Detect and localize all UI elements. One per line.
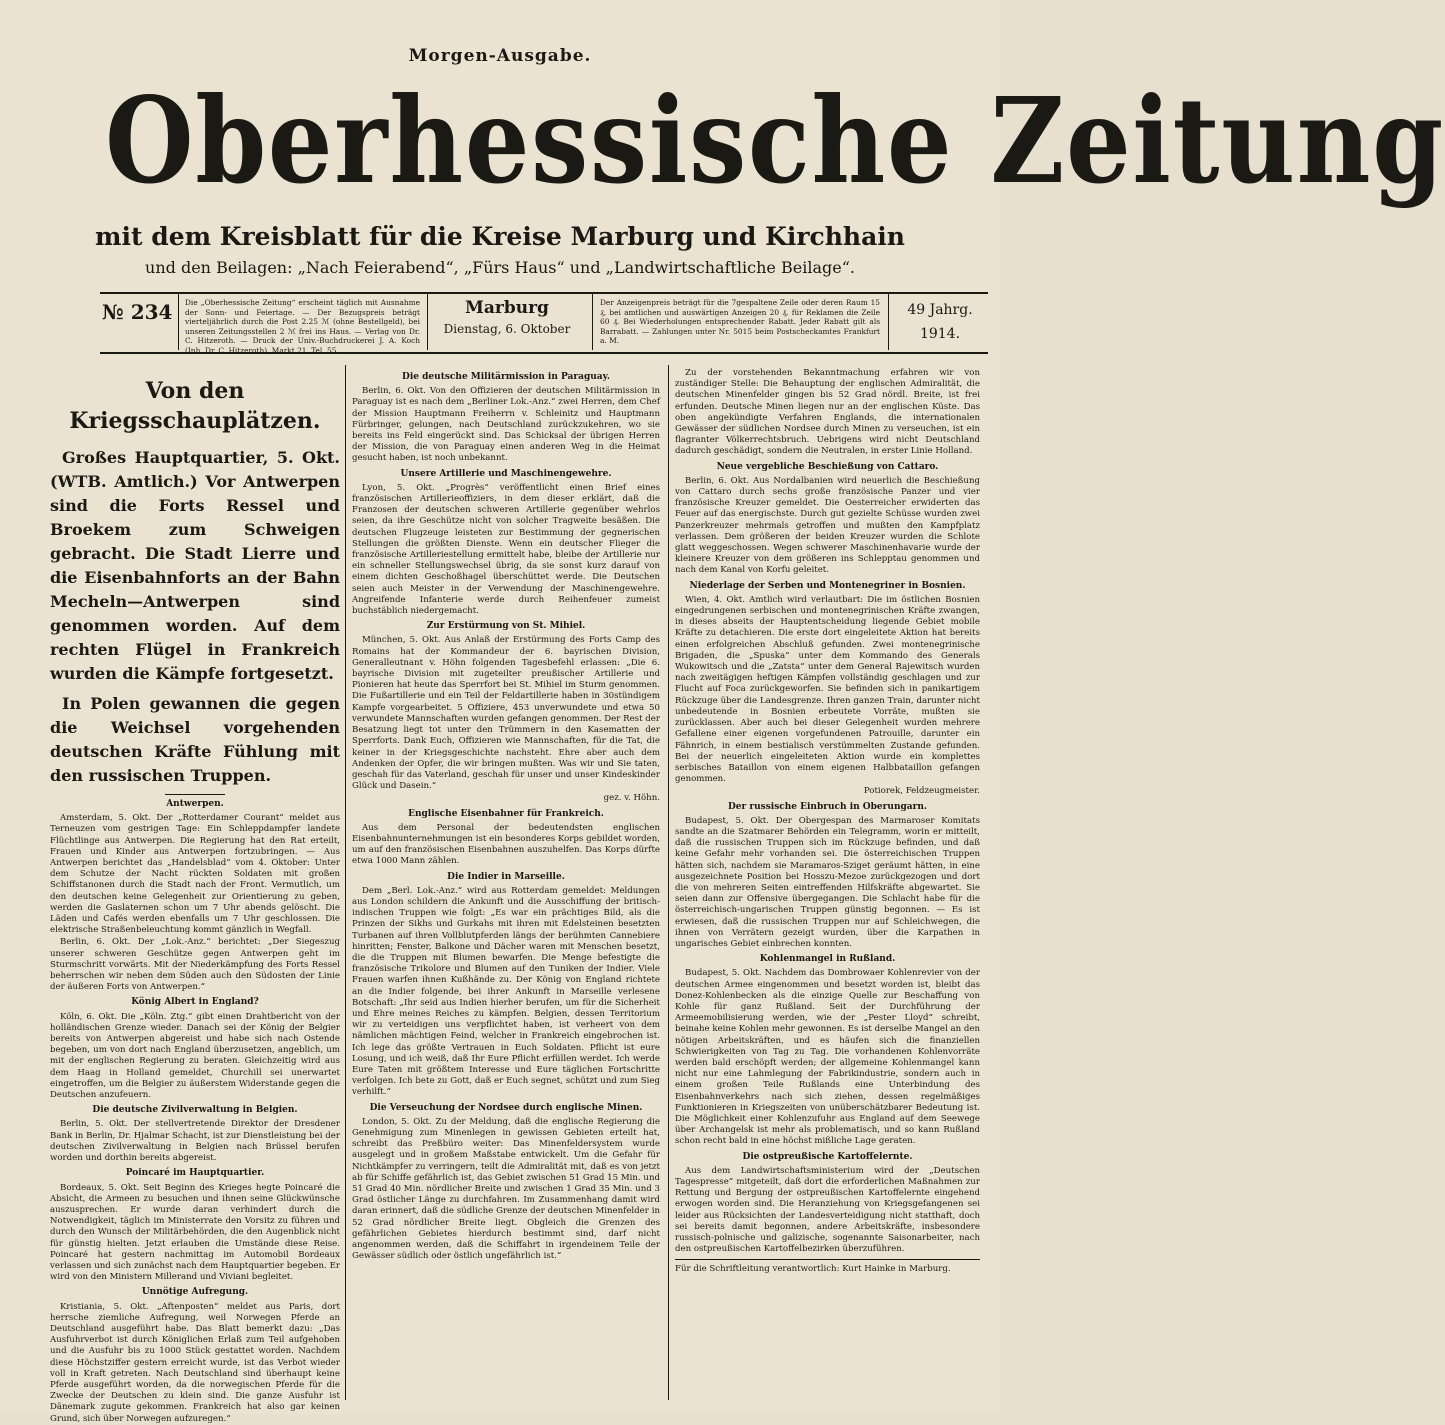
article-heading: Die deutsche Zivilverwaltung in Belgien. <box>92 1105 298 1116</box>
article-paragraph: Berlin, 6. Okt. Aus Nordalbanien wird neuerlich die Beschießung von Cattaro durch sechs große französische Panzer und vier französische Kreuzer gemeldet. Die Oesterreicher erwiderten das Feuer auf das energischste. Durch gut gezielte Schüsse wurden zwei Panzerkreuzer mehrmals getroffen und mußten den Kampfplatz verlassen. Dem größeren der beiden Kreuzer wurden die Schlote glatt weggeschossen. Wegen schwerer Maschinenhavarie wurde der kleinere Kreuzer von dem größeren ins Schlepptau genommen und nach dem Kanal von Korfu geleitet. <box>675 475 980 576</box>
article-paragraph: Wien, 4. Okt. Amtlich wird verlautbart: Die im östlichen Bosnien eingedrungenen serbischen und montenegrinischen Kräfte zwangen, in dieses abseits der Hauptentscheidung liegende Gebiet mobile Kräfte zu detachieren. Die erste dort eingeleitete Aktion hat bereits einen erfolgreichen Abschluß gefunden. Zwei montenegrinische Brigaden, die „Spuska“ unter dem Kommando des Generals Wukowitsch und die „Zatsta“ unter dem General Rajewitsch wurden nach zweitägigen heftigen Kämpfen vollständig geschlagen und zur Flucht auf Foca zurückgeworfen. Sie befinden sich in panikartigem Rückzuge über die Landesgrenze. Ihren ganzen Train, darunter nicht unbedeutende in Bosnien erbeutete Vorräte, mußten sie zurücklassen. Aber auch bei dieser Gelegenheit wurden mehrere Gefallene einer eigenen vorgefundenen Patrouille, darunter ein Fähnrich, in einem bestialisch verstümmelten Zustande gefunden. Bei der neuerlich eingeleiteten Aktion wurde ein komplettes serbisches Bataillon von einem eigenen Halbbataillon gefangen genommen. <box>675 594 980 785</box>
signature: gez. v. Höhn. <box>603 793 660 804</box>
article-heading: Der russische Einbruch in Oberungarn. <box>727 801 928 812</box>
article-paragraph: Berlin, 5. Okt. Der stellvertretende Direktor der Dresdener Bank in Berlin, Dr. Hjalmar Schacht, ist zur Dienstleistung bei der deutschen Zivilverwaltung in Belgien nach Brüssel berufen worden und dorthin bereits abgereist. <box>50 1119 340 1164</box>
masthead-title: Oberhessische Zeitung <box>105 71 1445 210</box>
article-heading: Zur Erstürmung von St. Mihiel. <box>426 621 586 632</box>
article-paragraph: Zu der vorstehenden Bekanntmachung erfahren wir von zuständiger Stelle: Die Behauptung der englischen Admiralität, die deutschen Minenfelder gingen bis 52 Grad nördl. Breite, ist frei erfunden. Deutsche Minen liegen nur an der englischen Küste. Das oben angekündigte Verfahren Englands, die internationalen Gewässer der südlichen Nordsee durch Minen zu verseuchen, ist ein flagranter Völkerrechtsbruch. Uebrigens wird nicht Deutschland dadurch geschädigt, sondern die Neutralen, in erster Linie Holland. <box>675 368 980 457</box>
subscription-info: Die „Oberhessische Zeitung“ erscheint täglich mit Ausnahme der Sonn- und Feiertage. — Der Bezugspreis beträgt vierteljährlich durch die Post 2.25 ℳ (ohne Bestellgeld), bei unseren Zeitungsstellen 2 ℳ frei ins Haus. — Verlag von Dr. C. Hitzeroth. — Druck der Univ.-Buchdruckerei J. A. Koch (Inh. Dr. C. Hitzeroth), Markt 21, Tel. 55. <box>185 298 420 355</box>
subtitle-supplements: und den Beilagen: „Nach Feierabend“, „Fürs Haus“ und „Landwirtschaftliche Beilage“. <box>145 258 855 277</box>
article-heading: Die Verseuchung der Nordsee durch englische Minen. <box>369 1102 643 1113</box>
article-heading: König Albert in England? <box>131 997 259 1008</box>
article-heading: Poincaré im Hauptquartier. <box>125 1168 265 1179</box>
subtitle: mit dem Kreisblatt für die Kreise Marburg und Kirchhain <box>95 222 905 251</box>
article-paragraph: Budapest, 5. Okt. Der Obergespan des Marmaroser Komitats sandte an die Szatmarer Behörden ein Telegramm, worin er mitteilt, daß die russischen Truppen sich im Rückzuge befinden, und daß keine Gefahr mehr vorhanden sei. Die österreichischen Truppen hätten sich, nachdem sie Maramaros-Sziget geräumt hätten, in eine ausgezeichnete Position bei Hosszu-Mezoe zurückgezogen und dort die von mehreren Seiten eintreffenden Hilfskräfte abgewartet. Sie seien dann zur Offensive übergegangen. Die Schlacht habe für die österreichisch-ungarischen Truppen günstig begonnen. — Es ist erwiesen, daß die russischen Truppen nur auf Schleichwegen, die ihnen von Verrätern gezeigt wurden, über die Karpathen in ungarisches Gebiet einbrechen konnten. <box>675 815 980 949</box>
article-paragraph: Berlin, 6. Okt. Von den Offizieren der deutschen Militärmission in Paraguay ist es nach dem „Berliner Lok.-Anz.“ zwei Herren, dem Chef der Mission Hauptmann Freiherrn v. Schleinitz und Hauptmann Fürbringer, gelungen, nach Deutschland zurückzukehren, wo sie bereits ins Feld eingerückt sind. Das Schicksal der übrigen Herren der Mission, die von Paraguay einen anderen Weg in die Heimat gesucht haben, ist noch unbekannt. <box>352 386 660 464</box>
article-heading: Unnötige Aufregung. <box>141 1287 249 1298</box>
column-3 <box>675 368 980 1398</box>
article-paragraph: München, 5. Okt. Aus Anlaß der Erstürmung des Forts Camp des Romains hat der Kommandeur der 6. bayrischen Division, Generalleutnant v. Höhn folgenden Tagesbefehl erlassen: „Die 6. bayrische Division mit zugeteilter preußischer Artillerie und Pionieren hat heute das Sperrfort bei St. Mihiel im Sturm genommen. Die Fußartillerie und ein Teil der Feldartillerie haben in 30stündigem Kampfe vorgearbeitet. 5 Offiziere, 453 unverwundete und etwa 50 verwundete Mannschaften wurden gefangen genommen. Der Rest der Besatzung liegt tot unter den Trümmern in den Kasematten der Sperrforts. Dank Euch, Offizieren wie Mannschaften, für die Tat, die keiner in der Kriegsgeschichte nachsteht. Ehre aber auch dem Andenken der Opfer, die wir bringen mußten. Was wir und Sie taten, geschah für das Vaterland, geschah für unser und unser Kindeskinder Glück und Dasein.“ <box>352 635 660 792</box>
volume-year: 1914. <box>919 326 961 342</box>
article-heading: Die Indier in Marseille. <box>447 871 565 882</box>
article-paragraph: London, 5. Okt. Zu der Meldung, daß die englische Regierung die Genehmigung zum Minenlegen in gewissen Gebieten erteilt hat, schreibt das Preßbüro weiter: Das Minenfeldersystem wurde ausgelegt und in großem Maßstabe entwickelt. Um die Gefahr für Nichtkämpfer zu verringern, teilt die Admiralität mit, daß es von jetzt ab für Schiffe gefährlich ist, das Gebiet zwischen 51 Grad 15 Min. und 51 Grad 40 Min. nördlicher Breite und zwischen 1 Grad 35 Min. und 3 Grad östlicher Länge zu durchfahren. Im Zusammenhang damit wird daran erinnert, daß die südliche Grenze der deutschen Minenfelder in 52 Grad nördlicher Breite liegt. Obgleich die Grenzen des gefährlichen Gebietes hierdurch bestimmt sind, darf nicht angenommen werden, daß die Schiffahrt in irgendeinem Teile der Gewässer südlich oder östlich ungefährlich ist.“ <box>352 1116 660 1262</box>
article-paragraph: Berlin, 6. Okt. Der „Lok.-Anz.“ berichtet: „Der Siegeszug unserer schweren Geschütze gegen Antwerpen geht im Sturmschritt vorwärts. Mit der Niederkämpfung des Forts Ressel beherrschen wir neben dem Süden auch den Südosten der Linie der äußeren Forts von Antwerpen.“ <box>50 937 340 993</box>
lead-report <box>50 446 340 788</box>
lead-paragraph: Großes Hauptquartier, 5. Okt. (WTB. Amtlich.) Vor Antwerpen sind die Forts Ressel und Broekem zum Schweigen gebracht. Die Stadt Lierre und die Eisenbahnforts an der Bahn Mecheln—Antwerpen sind genommen worden. Auf dem rechten Flügel in Frankreich wurden die Kämpfe fortgesetzt. <box>50 448 340 683</box>
advertising-info: Der Anzeigenpreis beträgt für die 7gespaltene Zeile oder deren Raum 15 ₰, bei amtlichen und auswärtigen Anzeigen 20 ₰, für Reklamen die Zeile 60 ₰. Bei Wiederholungen entsprechender Rabatt. Jeder Rabatt gilt als Barrabatt. — Zahlungen unter Nr. 5015 beim Postscheckamtes Frankfurt a. M. <box>600 298 880 346</box>
info-divider <box>178 294 179 350</box>
divider <box>165 794 225 795</box>
article-paragraph: Lyon, 5. Okt. „Progrès“ veröffentlicht einen Brief eines französischen Artillerieoffiziers, in dem dieser erklärt, daß die Franzosen der deutschen schweren Artillerie gegenüber wehrlos seien, da ihre Geschütze nicht von solcher Tragweite besäßen. Die deutschen Flugzeuge leisteten zur Bestimmung der gegnerischen Stellungen die größten Dienste. Wenn ein deutscher Flieger die französische Artilleriestellung ermittelt habe, bleibe der Artillerie nur ein schneller Stellungswechsel übrig, da sie sonst kurz darauf von einem dichten Geschoßhagel überschüttet werde. Die Deutschen seien auch Meister in der Verwendung der Maschinengewehre. Angreifende Infanterie werde durch Reihenfeuer zumeist buchstäblich niedergemacht. <box>352 482 660 617</box>
article-paragraph: Aus dem Landwirtschaftsministerium wird der „Deutschen Tagespresse“ mitgeteilt, daß dort die erforderlichen Maßnahmen zur Rettung und Bergung der ostpreußischen Kartoffelernte eingehend erwogen worden sind. Die Heranziehung von Kriegsgefangenen sei leider aus Rücksichten der Landesverteidigung nicht statthaft, doch sei bereits damit begonnen, andere Arbeitskräfte, insbesondere russisch-polnische und galizische, sogenannte Saisonarbeiter, nach den ostpreußischen Kartoffelbezirken überzuführen. <box>675 1165 980 1255</box>
info-divider <box>427 294 428 350</box>
edition-label: Morgen-Ausgabe. <box>408 46 592 66</box>
article-heading: Die deutsche Militärmission in Paraguay. <box>402 372 610 382</box>
divider <box>675 1259 980 1260</box>
article-heading: Kohlenmangel in Rußland. <box>759 954 896 965</box>
editor-note: Für die Schriftleitung verantwortlich: Kurt Hainke in Marburg. <box>675 1264 951 1275</box>
section-title: Von den Kriegsschauplätzen. <box>69 378 321 434</box>
info-divider <box>592 294 593 350</box>
article-paragraph: Köln, 6. Okt. Die „Köln. Ztg.“ gibt einen Drahtbericht von der holländischen Grenze wieder. Danach sei der König der Belgier bereits von Antwerpen abgereist und habe sich nach Ostende begeben, um von dort nach England überzusetzen, angeblich, um mit der englischen Regierung zu beraten. Gleichzeitig wird aus dem Haag in Holland gemeldet, Churchill sei unerwartet eingetroffen, um die Belgier zu äußerstem Widerstande gegen die Deutschen anzufeuern. <box>50 1011 340 1101</box>
article-heading: Englische Eisenbahner für Frankreich. <box>408 808 604 819</box>
article-paragraph: Dem „Berl. Lok.-Anz.“ wird aus Rotterdam gemeldet: Meldungen aus London schildern die Ankunft und die Ausschiffung der britisch-indischen Truppen wie folgt: „Es war ein prächtiges Bild, als die Prinzen der Sikhs und Gurkahs mit ihren mit Edelsteinen besetzten Turbanen auf ihren Vollblutpferden längs der berühmten Cannebiere hinritten; Fenster, Balkone und Dächer waren mit Menschen besetzt, die die Truppen mit Blumen bewarfen. Die Menge befestigte die französische Trikolore und Blumen auf den Tuniken der Indier. Viele Frauen warfen ihnen Kußhände zu. Der König von England richtete an die Indier folgende, bei ihrer Ankunft in Marseille verlesene Botschaft: „Ihr seid aus Indien hierher berufen, um für die Sicherheit und Ehre meines Reiches zu kämpfen. Belgien, dessen Territorium wir zu verteidigen uns verpflichtet haben, ist verheert von dem nämlichen mächtigen Feind, welcher in Frankreich eingebrochen ist. Ich lege das größte Vertrauen in Euch Soldaten. Pflicht ist eure Losung, und ich weiß, daß Ihr Eure Pflicht erfüllen werdet. Ich werde Eure Taten mit größtem Interesse und Eure täglichen Fortschritte verfolgen. Ich bete zu Gott, daß er Euch segnet, schützt und zum Sieg verhilft.“ <box>352 885 660 1098</box>
volume-info <box>895 298 985 346</box>
article-paragraph: Amsterdam, 5. Okt. Der „Rotterdamer Courant“ meldet aus Terneuzen vom gestrigen Tage: Ein Schleppdampfer landete Flüchtlinge aus Antwerpen. Die Regierung hat den Rat erteilt, Frauen und Kinder aus Antwerpen fortzubringen. — Aus Antwerpen berichtet das „Handelsblad“ vom 4. Oktober: Unter dem Schutze der Nacht rückten Soldaten mit großen Schiffstanonen durch die Stadt nach der Front. Vermutlich, um den deutschen keine Gelegenheit zur Orientierung zu geben, werden die Gaslaternen schon um 7 Uhr abends gelöscht. Die Läden und Cafés werden ebenfalls um 7 Uhr geschlossen. Die elektrische Straßenbeleuchtung kommt gänzlich in Wegfall. <box>50 813 340 936</box>
column-rule <box>668 365 669 1400</box>
article-paragraph: Budapest, 5. Okt. Nachdem das Dombrowaer Kohlenrevier von der deutschen Armee eingenommen und besetzt worden ist, bleibt das Donez-Kohlenbecken als die einzige Quelle zur Beschaffung von Kohle für ganz Rußland. Seit der Durchführung der Armeemobilisierung werden, wie der „Pester Lloyd“ schreibt, beinahe keine Kohlen mehr gewonnen. Es ist derselbe Mangel an den nötigen Arbeitskräften, und es häufen sich die finanziellen Schwierigkeiten von Tag zu Tag. Die vorhandenen Kohlenvorräte werden bald erschöpft werden; der allgemeine Kohlenmangel kann nicht nur eine Lahmlegung der Fabrikindustrie, sondern auch in einem großen Teile Rußlands eine Unterbindung des Eisenbahnverkehrs nach sich ziehen, dessen regelmäßiges Funktionieren in Kriegszeiten von unüberschätzbarer Bedeutung ist. Die Möglichkeit einer Kohlenzufuhr aus England auf dem Seewege über Archangelsk ist mehr als problematisch, und so kann Rußland schon recht bald in eine höchst mißliche Lage geraten. <box>675 968 980 1147</box>
place-name: Marburg <box>465 298 549 318</box>
signature: Potiorek, Feldzeugmeister. <box>863 786 980 797</box>
article-heading: Neue vergebliche Beschießung von Cattaro. <box>716 461 939 472</box>
article-heading: Unsere Artillerie und Maschinengewehre. <box>400 468 612 479</box>
article-heading: Niederlage der Serben und Montenegriner in Bosnien. <box>689 580 966 591</box>
article-paragraph: Kristiania, 5. Okt. „Aftenposten“ meldet aus Paris, dort herrsche ziemliche Aufregung, weil Norwegen Pferde an Deutschland ausgeführt habe. Das Blatt bemerkt dazu: „Das Ausfuhrverbot ist durch Königlichen Erlaß zum Teil aufgehoben und die Ausfuhr bis zu 1000 Stück gestattet worden. Nachdem diese Höchstziffer gestern erreicht wurde, ist das Verbot wieder voll in Kraft getreten. Nach Deutschland sind überhaupt keine Pferde ausgeführt worden, da die norwegischen Pferde für die Zwecke der Deutschen zu klein sind. Die ganze Ausfuhr ist Dänemark zugute gekommen. Frankreich hat also gar keinen Grund, sich über Norwegen aufzuregen.“ <box>50 1301 340 1424</box>
lead-paragraph: In Polen gewannen die gegen die Weichsel vorgehenden deutschen Kräfte Fühlung mit den russischen Truppen. <box>50 694 340 785</box>
column-1 <box>50 368 340 1424</box>
column-2 <box>352 368 660 1398</box>
column-rule <box>345 365 346 1400</box>
issue-date: Dienstag, 6. Oktober <box>443 322 571 336</box>
info-divider <box>888 294 889 350</box>
article-paragraph: Aus dem Personal der bedeutendsten englischen Eisenbahnunternehmungen ist ein besonderes Korps gebildet worden, um auf den französischen Eisenbahnen auszuhelfen. Das Korps dürfte etwa 1000 Mann zählen. <box>352 822 660 867</box>
article-heading: Die ostpreußische Kartoffelernte. <box>742 1151 913 1162</box>
article-heading: Antwerpen. <box>166 799 224 809</box>
article-paragraph: Bordeaux, 5. Okt. Seit Beginn des Krieges hegte Poincaré die Absicht, die Armeen zu besuchen und ihnen seine Glückwünsche auszusprechen. Er wurde daran verhindert durch die Notwendigkeit, täglich im Ministerrate den Vorsitz zu führen und durch den Wunsch der Militärbehörden, die den Augenblick nicht für günstig hielten. Jetzt erlauben die Umstände diese Reise. Poincaré hat gestern nachmittag im Automobil Bordeaux verlassen und sich zunächst nach dem Hauptquartier begeben. Er wird von den Ministern Millerand und Viviani begleitet. <box>50 1182 340 1283</box>
volume-number: 49 Jahrg. <box>907 302 973 318</box>
issue-number: № 234 <box>102 300 173 324</box>
